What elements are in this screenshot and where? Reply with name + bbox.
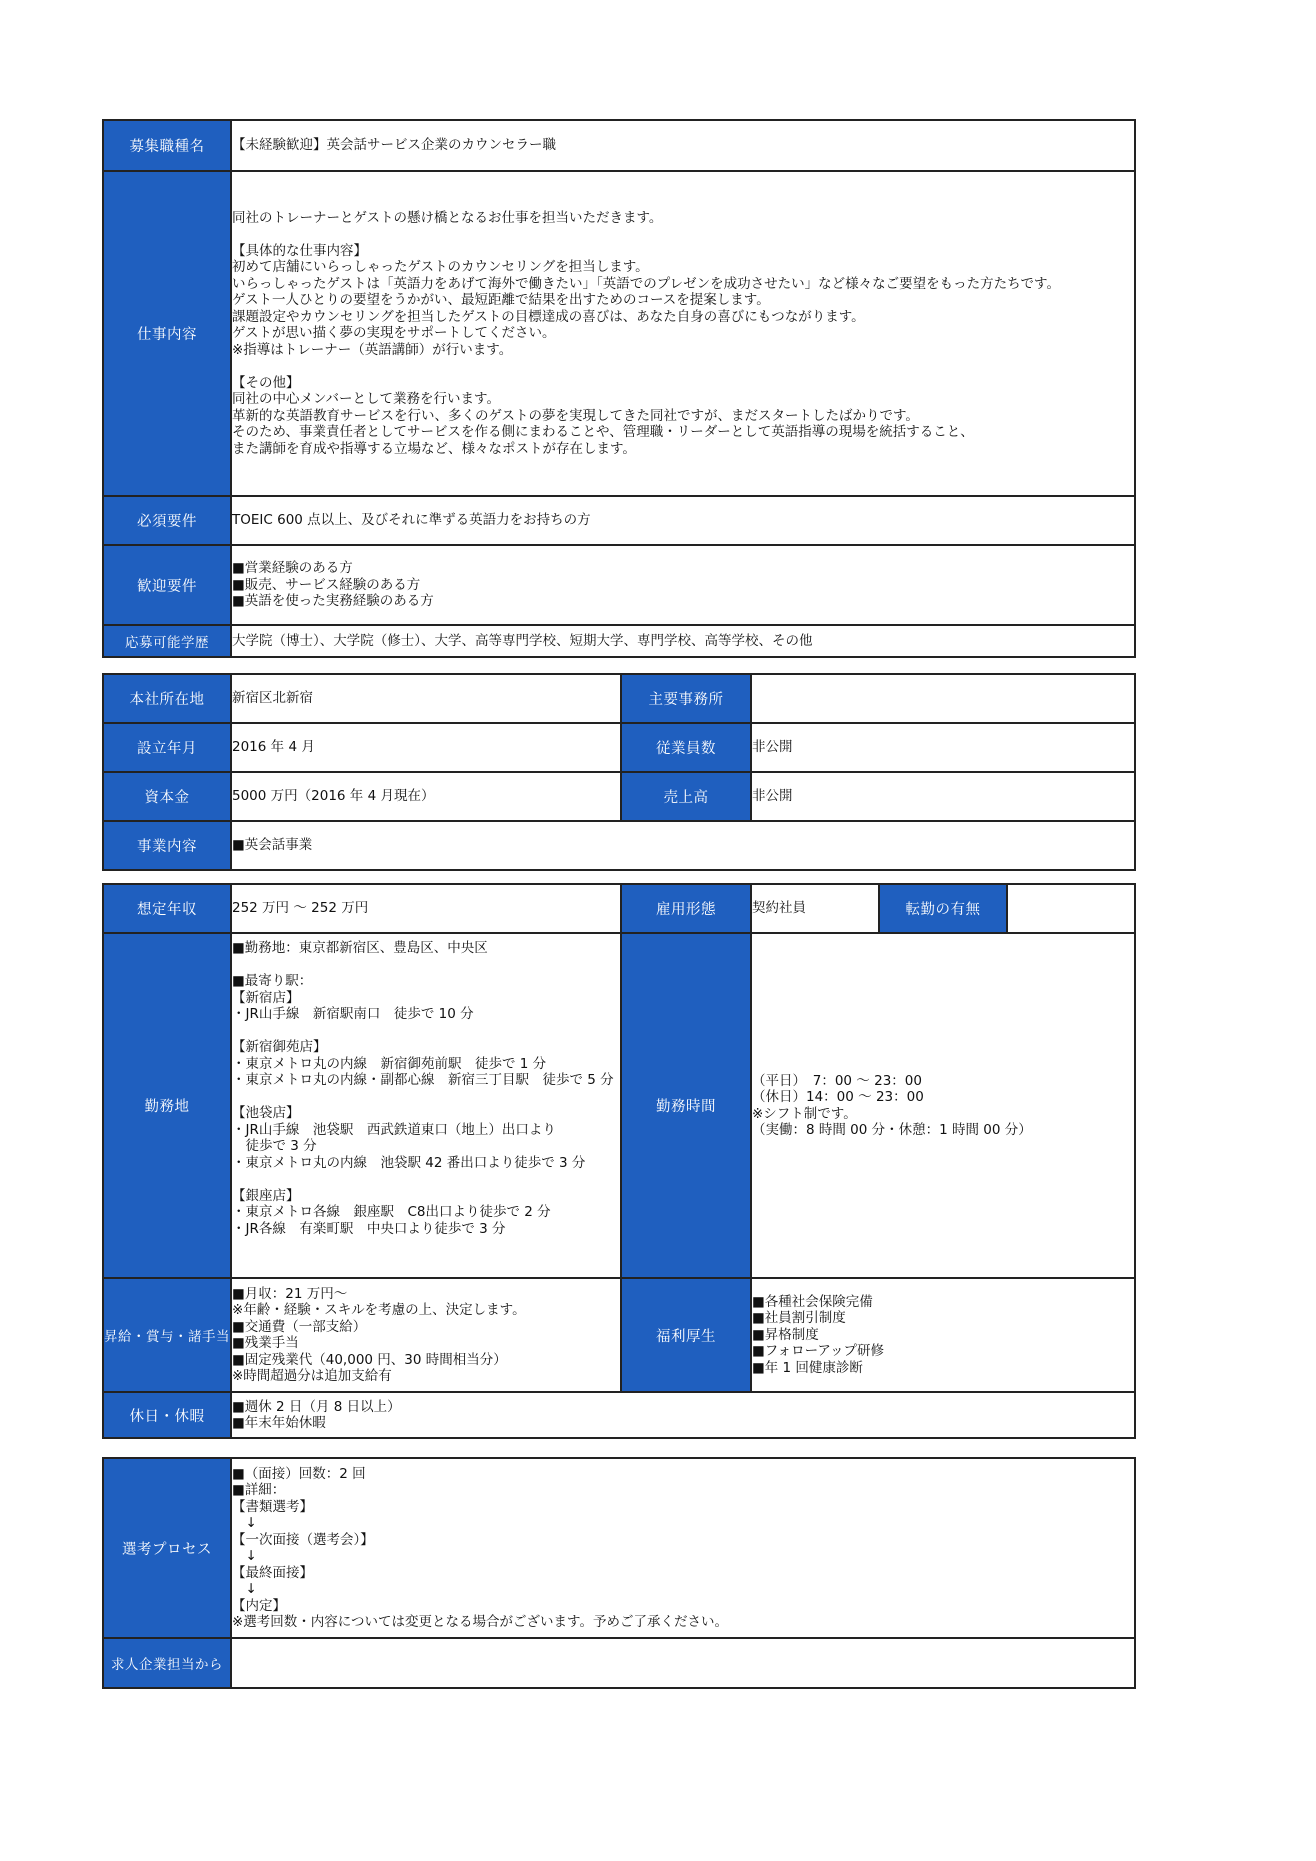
employees-value: 非公開 bbox=[751, 723, 1135, 772]
job-details-table bbox=[102, 119, 1136, 658]
required-value: TOEIC 600 点以上、及びそれに準ずる英語力をお持ちの方 bbox=[231, 496, 1135, 545]
salary-value: 252 万円 ～ 252 万円 bbox=[231, 884, 621, 933]
employees-label: 従業員数 bbox=[621, 723, 751, 772]
recruiter-value bbox=[231, 1638, 1135, 1688]
education-label: 応募可能学歴 bbox=[103, 625, 231, 657]
employment-label: 雇用形態 bbox=[621, 884, 751, 933]
conditions-table bbox=[102, 883, 1136, 1439]
hours-label: 勤務時間 bbox=[621, 933, 751, 1278]
welfare-label: 福利厚生 bbox=[621, 1278, 751, 1392]
transfer-value bbox=[1007, 884, 1135, 933]
holiday-label: 休日・休暇 bbox=[103, 1392, 231, 1438]
holiday-value: ■週休 2 日（月 8 日以上） ■年末年始休暇 bbox=[231, 1392, 1135, 1438]
capital-value: 5000 万円（2016 年 4 月現在） bbox=[231, 772, 621, 821]
transfer-label: 転勤の有無 bbox=[879, 884, 1007, 933]
education-value: 大学院（博士）、大学院（修士）、大学、高等専門学校、短期大学、専門学校、高等学校、その他 bbox=[231, 625, 1135, 657]
sales-value: 非公開 bbox=[751, 772, 1135, 821]
welcome-value: ■営業経験のある方 ■販売、サービス経験のある方 ■英語を使った実務経験のある方 bbox=[231, 545, 1135, 625]
founded-value: 2016 年 4 月 bbox=[231, 723, 621, 772]
founded-label: 設立年月 bbox=[103, 723, 231, 772]
office-label: 主要事務所 bbox=[621, 674, 751, 723]
business-value: ■英会話事業 bbox=[231, 821, 1135, 870]
hours-value: （平日） 7：00 ～ 23：00 （休日）14：00 ～ 23：00 ※シフト制です。 （実働：8 時間 00 分・休憩：1 時間 00 分） bbox=[751, 933, 1135, 1278]
required-label: 必須要件 bbox=[103, 496, 231, 545]
pay-value: ■月収：21 万円～ ※年齢・経験・スキルを考慮の上、決定します。 ■交通費（一部支給） ■残業手当 ■固定残業代（40,000 円、30 時間相当分） ※時間超過分は追加支給有 bbox=[231, 1278, 621, 1392]
welfare-value: ■各種社会保険完備 ■社員割引制度 ■昇格制度 ■フォローアップ研修 ■年 1 回健康診断 bbox=[751, 1278, 1135, 1392]
company-table bbox=[102, 673, 1136, 871]
salary-label: 想定年収 bbox=[103, 884, 231, 933]
location-label: 勤務地 bbox=[103, 933, 231, 1278]
sales-label: 売上高 bbox=[621, 772, 751, 821]
welcome-label: 歓迎要件 bbox=[103, 545, 231, 625]
recruiter-label: 求人企業担当から bbox=[103, 1638, 231, 1688]
hq-value: 新宿区北新宿 bbox=[231, 674, 621, 723]
capital-label: 資本金 bbox=[103, 772, 231, 821]
job-duties-value: 同社のトレーナーとゲストの懸け橋となるお仕事を担当いただきます。 【具体的な仕事内容】 初めて店舗にいらっしゃったゲストのカウンセリングを担当します。 いらっしゃったゲストは「英語力をあげて海外で働きたい」「英語でのプレゼンを成功させたい」など様々なご要望をもった方たちです。 ゲスト一人ひとりの要望をうかがい、最短距離で結果を出すためのコースを提案します。 課題設定やカウンセリングを担当したゲストの目標達成の喜びは、あなた自身の喜びにもつながります。 ゲストが思い描く夢の実現をサポートしてください。 ※指導はトレーナー（英語講師）が行います。 【その他】 同社の中心メンバーとして業務を行います。 革新的な英語教育サービスを行い、多くのゲストの夢を実現してきた同社ですが、まだスタートしたばかりです。 そのため、事業責任者としてサービスを作る側にまわることや、管理職・リーダーとして英語指導の現場を統括すること、 また講師を育成や指導する立場など、様々なポストが存在します。 bbox=[231, 171, 1135, 496]
job-duties-label: 仕事内容 bbox=[103, 171, 231, 496]
location-value: ■勤務地：東京都新宿区、豊島区、中央区 ■最寄り駅： 【新宿店】 ・JR山手線 新宿駅南口 徒歩で 10 分 【新宿御苑店】 ・東京メトロ丸の内線 新宿御苑前駅 徒歩で 1 分 ・東京メトロ丸の内線・副都心線 新宿三丁目駅 徒歩で 5 分 【池袋店】 ・JR山手線 池袋駅 西武鉄道東口（地上）出口より 徒歩で 3 分 ・東京メトロ丸の内線 池袋駅 42 番出口より徒歩で 3 分 【銀座店】 ・東京メトロ各線 銀座駅 C8出口より徒歩で 2 分 ・JR各線 有楽町駅 中央口より徒歩で 3 分 bbox=[231, 933, 621, 1278]
process-value: ■（面接）回数：2 回 ■詳細： 【書類選考】 ↓ 【一次面接（選考会）】 ↓ 【最終面接】 ↓ 【内定】 ※選考回数・内容については変更となる場合がございます。予めご了承ください。 bbox=[231, 1458, 1135, 1638]
job-title-label: 募集職種名 bbox=[103, 120, 231, 171]
selection-table bbox=[102, 1457, 1136, 1689]
process-label: 選考プロセス bbox=[103, 1458, 231, 1638]
business-label: 事業内容 bbox=[103, 821, 231, 870]
employment-value: 契約社員 bbox=[751, 884, 879, 933]
pay-label: 昇給・賞与・諸手当 bbox=[103, 1278, 231, 1392]
office-value bbox=[751, 674, 1135, 723]
hq-label: 本社所在地 bbox=[103, 674, 231, 723]
job-title-value: 【未経験歓迎】英会話サービス企業のカウンセラー職 bbox=[231, 120, 1135, 171]
